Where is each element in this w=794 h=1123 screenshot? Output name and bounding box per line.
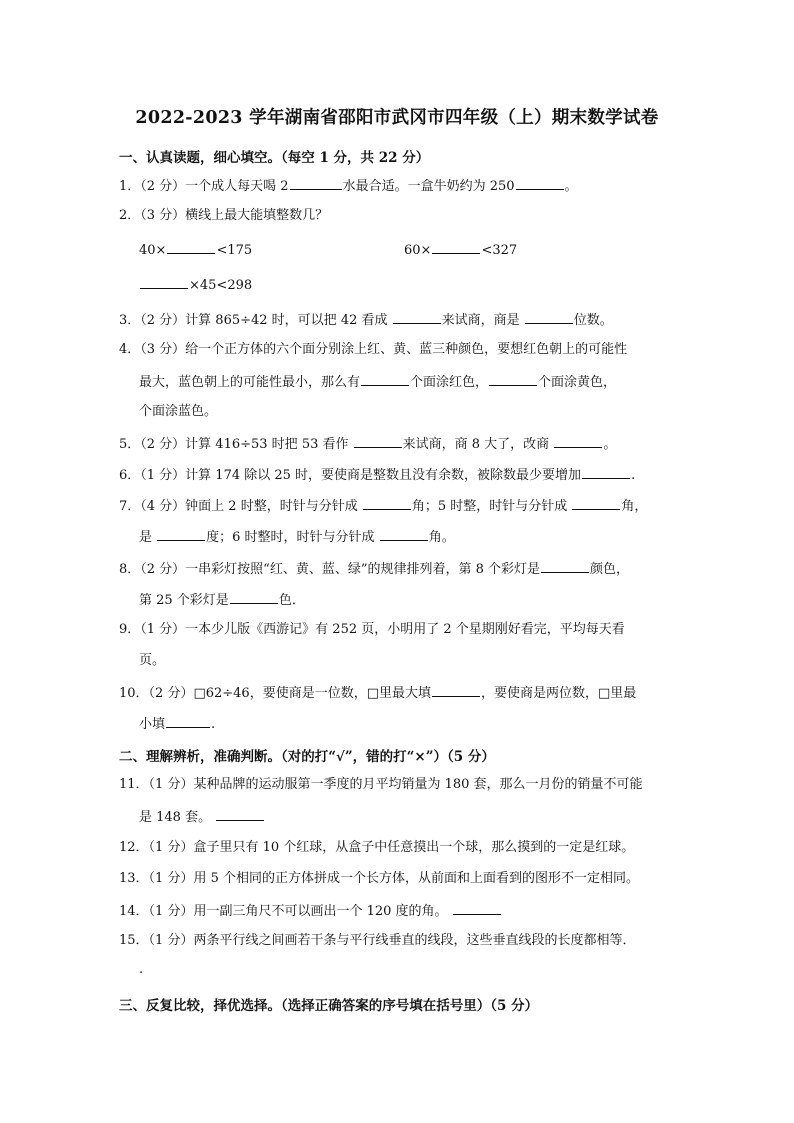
q8-line-2: 第 25 个彩灯是 色． [139, 590, 305, 610]
answer-blank[interactable] [290, 176, 342, 190]
section-2-heading: 二、理解辨析，准确判断。（对的打“√”，错的打“×”）（5 分） [119, 749, 495, 765]
answer-blank[interactable] [157, 527, 205, 541]
q9-line-2: 页。 [139, 653, 166, 668]
answer-blank[interactable] [432, 240, 480, 254]
answer-blank[interactable] [582, 465, 630, 479]
page-title: 2022-2023 学年湖南省邵阳市武冈市四年级（上）期末数学试卷 [135, 108, 659, 128]
section-3-heading: 三、反复比较，择优选择。（选择正确答案的序号填在括号里）（5 分） [119, 998, 539, 1014]
answer-blank[interactable] [572, 496, 620, 510]
question-4: 4．（3 分）给一个正方体的六个面分别涂上红、黄、蓝三种颜色，要想红色朝上的可能性 [119, 342, 628, 357]
q1-text-c: 。 [564, 179, 578, 194]
q2-expression-3: ×45<298 [139, 275, 252, 295]
question-11: 11．（1 分）某种品牌的运动服第一季度的月平均销量为 180 套，那么一月份的销量不可能 [119, 777, 643, 792]
answer-blank[interactable] [489, 372, 537, 386]
question-5: 5．（2 分）计算 416÷53 时把 53 看作 来试商，商 8 大了，改商 。 [119, 434, 616, 454]
q7-line-2: 是 度；6 时整时，时针与分针成 角。 [139, 527, 455, 547]
answer-blank[interactable] [525, 310, 573, 324]
answer-blank[interactable] [541, 559, 589, 573]
question-1 [119, 176, 578, 196]
q2-expression-2: 60× <327 [404, 240, 517, 260]
q15-line-2: . [139, 962, 144, 977]
answer-blank[interactable] [167, 240, 215, 254]
answer-blank[interactable] [354, 434, 402, 448]
q1-text-a: 1．（2 分）一个成人每天喝 2 [119, 179, 289, 194]
q10-line-2: 小填 . [139, 714, 215, 734]
question-7: 7．（4 分）钟面上 2 时整，时针与分针成 角；5 时整，时针与分针成 角， [119, 496, 647, 516]
answer-blank[interactable] [453, 901, 501, 915]
answer-blank[interactable] [393, 310, 441, 324]
q11-line-2: 是 148 套。 [139, 807, 265, 827]
question-15: 15．（1 分）两条平行线之间画若干条与平行线垂直的线段，这些垂直线段的长度都相等． [119, 933, 636, 948]
answer-blank[interactable] [140, 275, 188, 289]
answer-blank[interactable] [432, 683, 480, 697]
question-3: 3．（2 分）计算 865÷42 时，可以把 42 看成 来试商，商是 位数。 [119, 310, 613, 330]
answer-blank[interactable] [216, 807, 264, 821]
question-8: 8．（2 分）一串彩灯按照“红、黄、蓝、绿”的规律排列着，第 8 个彩灯是 颜色， [119, 559, 629, 579]
question-10: 10．（2 分）□62÷46，要使商是一位数，□里最大填 ，要使商是两位数，□里最 [119, 683, 636, 703]
answer-blank[interactable] [380, 527, 428, 541]
q4-line-2: 最大，蓝色朝上的可能性最小，那么有 个面涂红色， 个面涂黄色， [139, 372, 616, 392]
question-6: 6．（1 分）计算 174 除以 25 时，要使商是整数且没有余数，被除数最少要增加 . [119, 465, 635, 485]
answer-blank[interactable] [166, 714, 210, 728]
section-1-heading: 一、认真读题，细心填空。（每空 1 分，共 22 分） [119, 150, 430, 166]
question-2: 2．（3 分）横线上最大能填整数几？ [119, 208, 329, 223]
answer-blank[interactable] [361, 372, 409, 386]
question-12: 12．（1 分）盒子里只有 10 个红球，从盒子中任意摸出一个球，那么摸到的一定是红球。 [119, 840, 635, 855]
answer-blank[interactable] [230, 590, 278, 604]
q2-expression-1: 40× <175 [139, 240, 252, 260]
question-13: 13．（1 分）用 5 个相同的正方体拼成一个长方体，从前面和上面看到的图形不一定相同。 [119, 871, 639, 886]
q1-text-b: 水最合适。一盒牛奶约为 250 [342, 179, 515, 194]
answer-blank[interactable] [516, 176, 564, 190]
question-9: 9．（1 分）一本少儿版《西游记》有 252 页，小明用了 2 个星期刚好看完，平均每天看 [119, 622, 625, 637]
answer-blank[interactable] [363, 496, 411, 510]
answer-blank[interactable] [554, 434, 602, 448]
question-14: 14．（1 分）用一副三角尺不可以画出一个 120 度的角。 [119, 901, 502, 921]
q4-line-3: 个面涂蓝色。 [139, 404, 218, 419]
